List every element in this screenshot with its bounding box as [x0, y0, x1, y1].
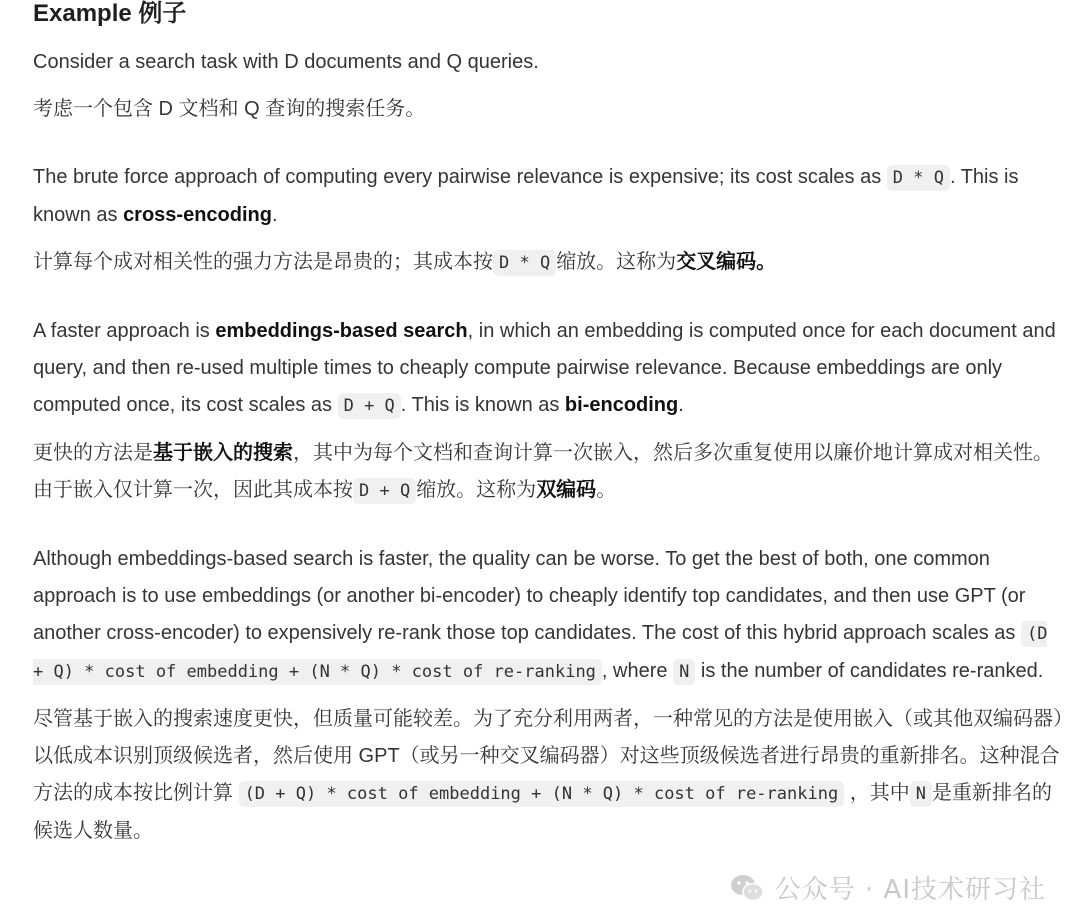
inline-code: (D + Q) * cost of embedding + (N * Q) * cost of re-ranking: [33, 621, 1047, 685]
paragraph-1-en: Consider a search task with D documents and Q queries.: [33, 51, 539, 73]
wechat-icon: [729, 873, 765, 903]
inline-code: D * Q: [887, 165, 950, 191]
paragraph-3-en: [33, 313, 1063, 425]
inline-code: D + Q: [338, 393, 401, 419]
text: , in which an embedding is computed once for each document and query, and then re-used multiple times to cheaply compute pairwise relevance. Because embeddings are only computed once, its cost scales as: [33, 320, 1056, 416]
text: 缩放。这称为: [416, 479, 537, 501]
bold-term: 双编码: [536, 479, 597, 501]
text: 缩放。这称为: [556, 251, 677, 273]
bold-term: 基于嵌入的搜索: [153, 442, 293, 464]
inline-code: D * Q: [493, 250, 556, 276]
text: 。: [596, 479, 617, 501]
paragraph-1-zh: 考虑一个包含 D 文档和 Q 查询的搜索任务。: [33, 98, 426, 120]
inline-code: (D + Q) * cost of embedding + (N * Q) * cost of re-ranking: [239, 781, 845, 807]
article-content: [33, 0, 1063, 850]
inline-code: N: [673, 659, 695, 685]
watermark: [729, 869, 1046, 906]
bold-term: bi-encoding: [564, 394, 679, 416]
text: A faster approach is: [33, 320, 216, 342]
paragraph-2-en: [33, 159, 1063, 234]
paragraph-4-en: [33, 541, 1063, 691]
paragraph-3-zh: [33, 435, 1063, 510]
bold-term: embeddings-based search: [215, 320, 468, 342]
text: .: [678, 394, 684, 416]
bold-term: cross-encoding: [123, 204, 272, 226]
text: ，其中: [844, 782, 910, 804]
text: Although embeddings-based search is faster, the quality can be worse. To get the best of both, one common approach is to use embeddings (or another bi-encoder) to cheaply identify top candidates, and then use GPT (or another cross-encoder) to expensively re-rank those top candidates. The cost of this hybrid approach scales as: [33, 548, 1026, 644]
section-heading: Example 例子: [33, 0, 187, 27]
inline-code: D + Q: [353, 478, 416, 504]
paragraph-2-zh: [33, 244, 1063, 282]
bold-term: 交叉编码。: [676, 251, 777, 273]
text: The brute force approach of computing every pairwise relevance is expensive; its cost scales as: [33, 166, 887, 188]
text: 尽管基于嵌入的搜索速度更快，但质量可能较差。为了充分利用两者，一种常见的方法是使用嵌入（或其他双编码器）以低成本识别顶级候选者，然后使用 GPT（或另一种交叉编码器）对这些顶级候选者进行昂贵的重新排名。这种混合方法的成本按比例计算: [33, 708, 1063, 804]
text: 计算每个成对相关性的强力方法是昂贵的；其成本按: [33, 251, 493, 273]
text: , where: [601, 660, 674, 682]
text: . This is known as: [33, 166, 1019, 226]
paragraph-4-zh: [33, 701, 1063, 850]
text: 是重新排名的候选人数量。: [33, 782, 1052, 842]
text: .: [271, 204, 278, 226]
text: . This is known as: [400, 394, 565, 416]
text: ，其中为每个文档和查询计算一次嵌入，然后多次重复使用以廉价地计算成对相关性。由于嵌入仅计算一次，因此其成本按: [33, 442, 1053, 501]
text: 更快的方法是: [33, 442, 153, 464]
inline-code: N: [910, 781, 932, 807]
watermark-text: 公众号 · AI技术研习社: [774, 875, 1046, 905]
text: is the number of candidates re-ranked.: [695, 660, 1044, 682]
